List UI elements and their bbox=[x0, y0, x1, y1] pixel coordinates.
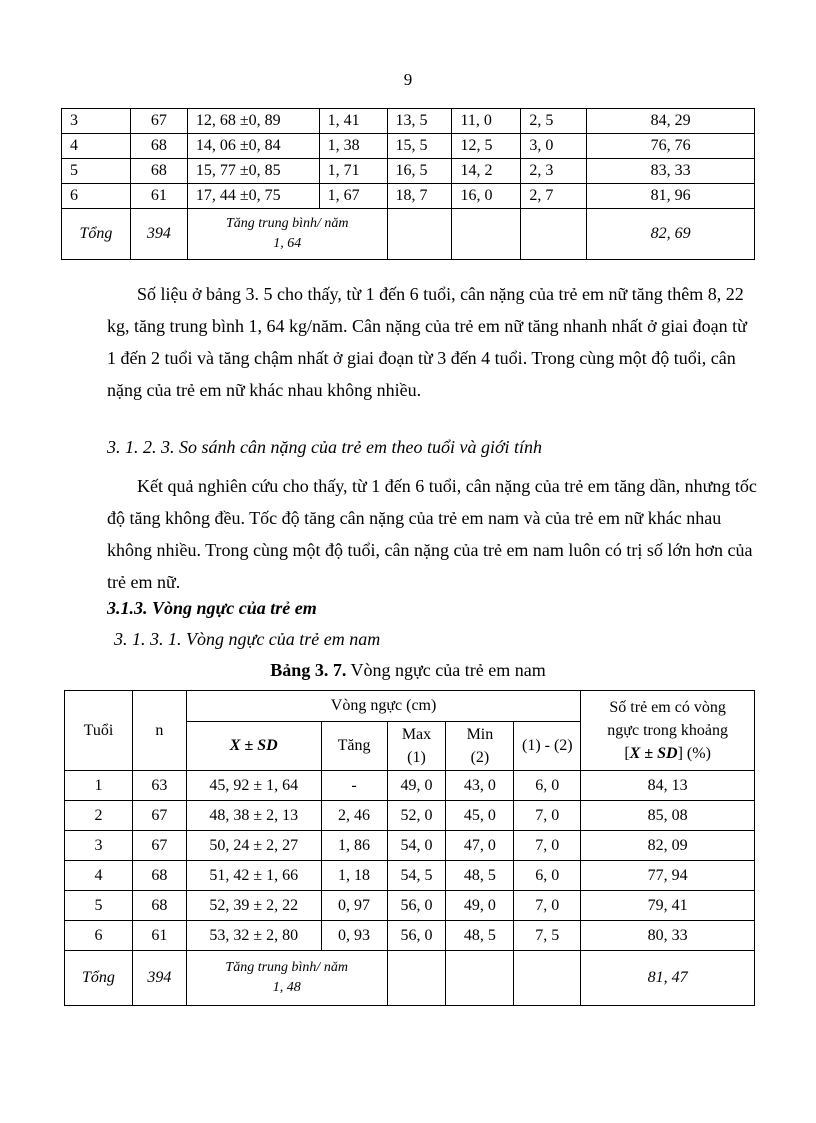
total-percent: 82, 69 bbox=[587, 209, 755, 260]
increase-cell: 1, 71 bbox=[319, 159, 387, 184]
min-cell: 11, 0 bbox=[452, 109, 521, 134]
total-average-increase bbox=[186, 951, 387, 1006]
percent-cell: 81, 96 bbox=[587, 184, 755, 209]
table-row bbox=[65, 921, 755, 951]
table-total-row bbox=[65, 951, 755, 1006]
caption-text: Vòng ngực của trẻ em nam bbox=[346, 660, 546, 680]
header-mean-sd: X ± SD bbox=[186, 722, 321, 771]
chest-circumference-table-boys bbox=[64, 690, 755, 1006]
header-diff: (1) - (2) bbox=[514, 722, 581, 771]
header-increase: Tăng bbox=[321, 722, 387, 771]
total-average-increase bbox=[187, 209, 387, 260]
percent-cell: 79, 41 bbox=[581, 891, 755, 921]
age-cell: 4 bbox=[62, 134, 131, 159]
age-cell: 4 bbox=[65, 861, 133, 891]
n-cell: 67 bbox=[132, 831, 186, 861]
header-percent bbox=[581, 691, 755, 771]
mean-sd-cell: 12, 68 ±0, 89 bbox=[187, 109, 319, 134]
caption-label: Bảng 3. 7. bbox=[270, 660, 347, 680]
increase-cell: 1, 67 bbox=[319, 184, 387, 209]
increase-cell: 1, 41 bbox=[319, 109, 387, 134]
heading-3-1-3-1: 3. 1. 3. 1. Vòng ngực của trẻ em nam bbox=[114, 629, 381, 649]
n-cell: 68 bbox=[132, 891, 186, 921]
max-cell: 49, 0 bbox=[387, 771, 446, 801]
max-cell: 15, 5 bbox=[387, 134, 452, 159]
age-cell: 6 bbox=[62, 184, 131, 209]
table-row bbox=[62, 184, 755, 209]
table-row bbox=[62, 134, 755, 159]
header-max bbox=[387, 722, 446, 771]
min-cell: 49, 0 bbox=[446, 891, 514, 921]
total-label: Tổng bbox=[65, 951, 133, 1006]
header-percent-line3 bbox=[585, 742, 750, 765]
age-cell: 2 bbox=[65, 801, 133, 831]
page-number: 9 bbox=[403, 70, 413, 89]
total-label: Tổng bbox=[62, 209, 131, 260]
percent-cell: 77, 94 bbox=[581, 861, 755, 891]
header-max-label: Max bbox=[401, 726, 432, 743]
empty-cell bbox=[387, 209, 452, 260]
increase-cell: 2, 46 bbox=[321, 801, 387, 831]
table-row bbox=[65, 891, 755, 921]
min-cell: 14, 2 bbox=[452, 159, 521, 184]
empty-cell bbox=[452, 209, 521, 260]
total-average-value: 1, 48 bbox=[272, 980, 301, 995]
percent-cell: 80, 33 bbox=[581, 921, 755, 951]
total-average-value: 1, 64 bbox=[273, 236, 302, 251]
percent-cell: 83, 33 bbox=[587, 159, 755, 184]
table-row bbox=[65, 831, 755, 861]
age-cell: 3 bbox=[62, 109, 131, 134]
range-cell: 6, 0 bbox=[514, 771, 581, 801]
mean-sd-cell: 48, 38 ± 2, 13 bbox=[186, 801, 321, 831]
max-cell: 18, 7 bbox=[387, 184, 452, 209]
mean-sd-cell: 51, 42 ± 1, 66 bbox=[186, 861, 321, 891]
heading-3-1-2-3: 3. 1. 2. 3. So sánh cân nặng của trẻ em theo tuổi và giới tính bbox=[107, 437, 543, 457]
header-chest-group: Vòng ngực (cm) bbox=[186, 691, 580, 722]
min-cell: 12, 5 bbox=[452, 134, 521, 159]
n-cell: 68 bbox=[130, 134, 187, 159]
range-cell: 7, 0 bbox=[514, 801, 581, 831]
mean-sd-cell: 17, 44 ±0, 75 bbox=[187, 184, 319, 209]
range-cell: 6, 0 bbox=[514, 861, 581, 891]
percent-cell: 82, 09 bbox=[581, 831, 755, 861]
percent-cell: 85, 08 bbox=[581, 801, 755, 831]
header-max-index: (1) bbox=[407, 749, 426, 766]
max-cell: 54, 0 bbox=[387, 831, 446, 861]
n-cell: 68 bbox=[132, 861, 186, 891]
range-cell: 2, 7 bbox=[521, 184, 587, 209]
total-n: 394 bbox=[132, 951, 186, 1006]
table-row bbox=[65, 861, 755, 891]
increase-cell: 1, 18 bbox=[321, 861, 387, 891]
table-row bbox=[65, 771, 755, 801]
heading-3-1-3: 3.1.3. Vòng ngực của trẻ em bbox=[107, 598, 317, 618]
empty-cell bbox=[514, 951, 581, 1006]
total-percent: 81, 47 bbox=[581, 951, 755, 1006]
max-cell: 54, 5 bbox=[387, 861, 446, 891]
header-percent-line1: Số trẻ em có vòng bbox=[609, 699, 726, 716]
header-min-label: Min bbox=[466, 726, 494, 743]
percent-cell: 84, 13 bbox=[581, 771, 755, 801]
n-cell: 68 bbox=[130, 159, 187, 184]
empty-cell bbox=[387, 951, 446, 1006]
max-cell: 13, 5 bbox=[387, 109, 452, 134]
paragraph-weight-comparison: Kết quả nghiên cứu cho thấy, từ 1 đến 6 tuổi, cân nặng của trẻ em tăng dần, nhưng tốc độ tăng không đều. Tốc độ tăng cân nặng của trẻ em nam và của trẻ em nữ khác nhau không nhiều. Trong cùng một độ tuổi, cân nặng của trẻ em nam luôn có trị số lớn hơn của trẻ em nữ. bbox=[107, 476, 757, 592]
n-cell: 61 bbox=[130, 184, 187, 209]
table-caption bbox=[0, 660, 816, 681]
min-cell: 47, 0 bbox=[446, 831, 514, 861]
age-cell: 1 bbox=[65, 771, 133, 801]
mean-sd-cell: 45, 92 ± 1, 64 bbox=[186, 771, 321, 801]
table-row bbox=[62, 159, 755, 184]
percent-cell: 84, 29 bbox=[587, 109, 755, 134]
increase-cell: 1, 38 bbox=[319, 134, 387, 159]
age-cell: 6 bbox=[65, 921, 133, 951]
min-cell: 48, 5 bbox=[446, 921, 514, 951]
min-cell: 43, 0 bbox=[446, 771, 514, 801]
min-cell: 45, 0 bbox=[446, 801, 514, 831]
range-cell: 7, 5 bbox=[514, 921, 581, 951]
n-cell: 67 bbox=[132, 801, 186, 831]
range-cell: 7, 0 bbox=[514, 831, 581, 861]
table-row bbox=[62, 109, 755, 134]
max-cell: 16, 5 bbox=[387, 159, 452, 184]
range-cell: 2, 3 bbox=[521, 159, 587, 184]
max-cell: 56, 0 bbox=[387, 921, 446, 951]
mean-sd-symbol: X ± SD bbox=[629, 745, 678, 762]
total-average-label: Tăng trung bình/ năm bbox=[225, 960, 348, 975]
total-n: 394 bbox=[130, 209, 187, 260]
header-min-index: (2) bbox=[470, 749, 490, 766]
mean-sd-cell: 52, 39 ± 2, 22 bbox=[186, 891, 321, 921]
header-min bbox=[446, 722, 514, 771]
mean-sd-cell: 15, 77 ±0, 85 bbox=[187, 159, 319, 184]
increase-cell: - bbox=[321, 771, 387, 801]
min-cell: 48, 5 bbox=[446, 861, 514, 891]
table-total-row bbox=[62, 209, 755, 260]
min-cell: 16, 0 bbox=[452, 184, 521, 209]
n-cell: 63 bbox=[132, 771, 186, 801]
age-cell: 5 bbox=[62, 159, 131, 184]
range-cell: 2, 5 bbox=[521, 109, 587, 134]
bracket-open: [ bbox=[624, 745, 630, 762]
bracket-close-percent: ] (%) bbox=[677, 745, 711, 762]
mean-sd-cell: 14, 06 ±0, 84 bbox=[187, 134, 319, 159]
max-cell: 52, 0 bbox=[387, 801, 446, 831]
mean-sd-cell: 50, 24 ± 2, 27 bbox=[186, 831, 321, 861]
age-cell: 3 bbox=[65, 831, 133, 861]
header-age: Tuổi bbox=[65, 691, 133, 771]
header-percent-line2: ngực trong khoảng bbox=[607, 722, 728, 739]
empty-cell bbox=[521, 209, 587, 260]
increase-cell: 1, 86 bbox=[321, 831, 387, 861]
table-header-row bbox=[65, 691, 755, 722]
n-cell: 61 bbox=[132, 921, 186, 951]
mean-sd-cell: 53, 32 ± 2, 80 bbox=[186, 921, 321, 951]
increase-cell: 0, 93 bbox=[321, 921, 387, 951]
header-n: n bbox=[132, 691, 186, 771]
increase-cell: 0, 97 bbox=[321, 891, 387, 921]
n-cell: 67 bbox=[130, 109, 187, 134]
total-average-label: Tăng trung bình/ năm bbox=[225, 216, 349, 231]
age-cell: 5 bbox=[65, 891, 133, 921]
empty-cell bbox=[446, 951, 514, 1006]
max-cell: 56, 0 bbox=[387, 891, 446, 921]
table-row bbox=[65, 801, 755, 831]
range-cell: 7, 0 bbox=[514, 891, 581, 921]
paragraph-girls-weight: Số liệu ở bảng 3. 5 cho thấy, từ 1 đến 6 tuổi, cân nặng của trẻ em nữ tăng thêm 8, 22 kg, tăng trung bình 1, 64 kg/năm. Cân nặng của trẻ em nữ tăng nhanh nhất ở giai đoạn từ 1 đến 2 tuổi và tăng chậm nhất ở giai đoạn từ 3 đến 4 tuổi. Trong cùng một độ tuổi, cân nặng của trẻ em nữ khác nhau không nhiều. bbox=[107, 284, 747, 400]
weight-table-girls-continued bbox=[61, 108, 755, 260]
range-cell: 3, 0 bbox=[521, 134, 587, 159]
percent-cell: 76, 76 bbox=[587, 134, 755, 159]
